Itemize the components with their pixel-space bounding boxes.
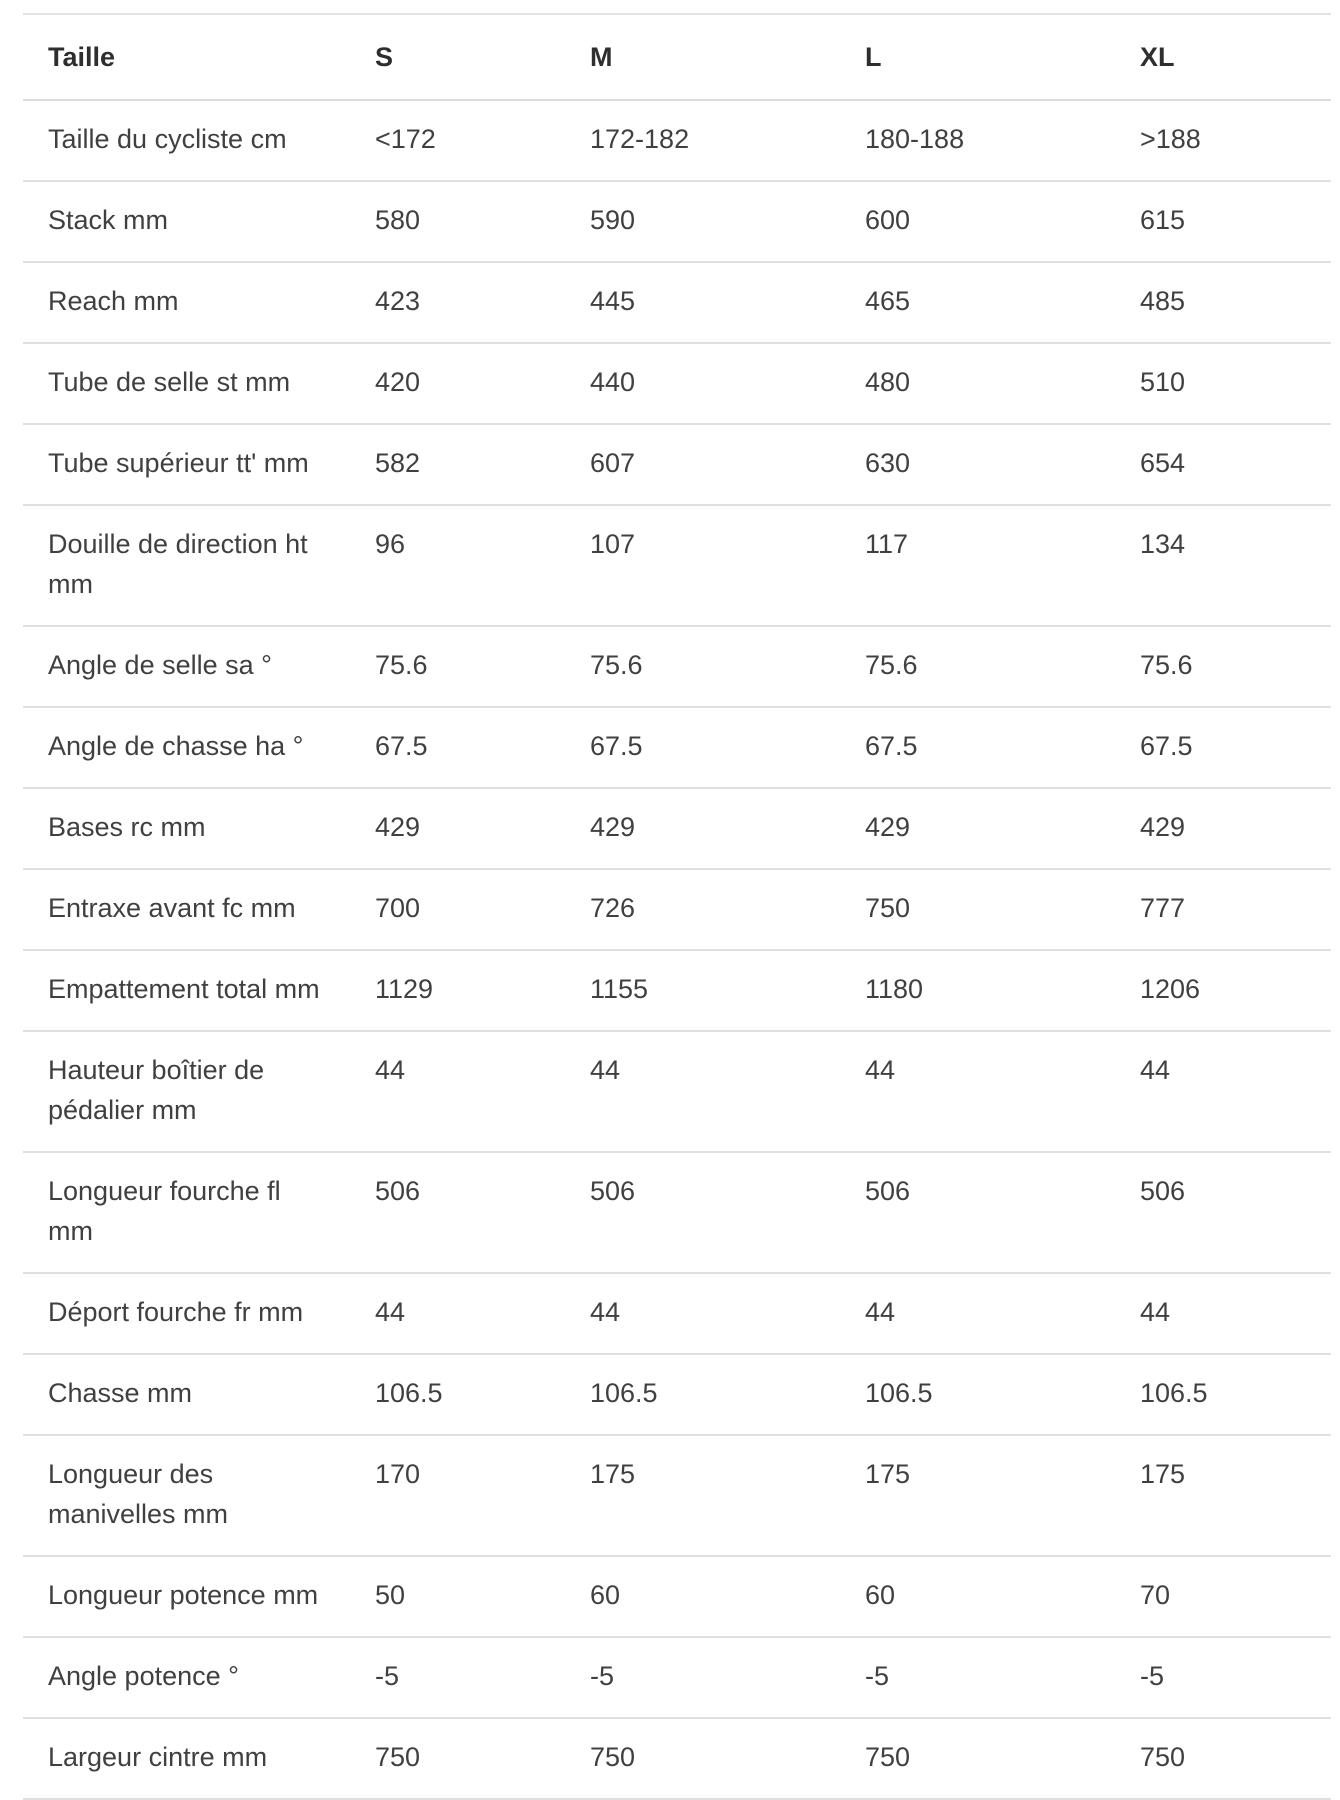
cell-m: 440	[590, 367, 636, 397]
table-row	[23, 181, 1331, 262]
cell-m: 175	[590, 1459, 636, 1489]
cell-l: 175	[865, 1459, 911, 1489]
cell-s: 580	[375, 205, 421, 235]
table-row	[23, 707, 1331, 788]
cell-l: 750	[865, 1742, 911, 1772]
cell-l: 44	[865, 1055, 896, 1085]
cell-m: 44	[590, 1297, 621, 1327]
geometry-table-container	[23, 13, 1331, 1800]
table-row	[23, 262, 1331, 343]
cell-s: 420	[375, 367, 421, 397]
header-cell-size-s: S	[375, 41, 394, 72]
cell-xl: 106.5	[1140, 1378, 1208, 1408]
cell-m: 506	[590, 1176, 636, 1206]
cell-l: 480	[865, 367, 911, 397]
cell-m: 429	[590, 812, 636, 842]
cell-m: 607	[590, 448, 636, 478]
header-cell-size-label: Taille	[48, 41, 116, 72]
cell-xl: 1206	[1140, 974, 1201, 1004]
cell-xl: 654	[1140, 448, 1186, 478]
cell-xl: 615	[1140, 205, 1186, 235]
cell-s: 67.5	[375, 731, 428, 761]
cell-xl: >188	[1140, 124, 1201, 154]
cell-m: 106.5	[590, 1378, 658, 1408]
row-label: Déport fourche fr mm	[48, 1297, 304, 1327]
table-row	[23, 1556, 1331, 1637]
table-row	[23, 1031, 1331, 1152]
row-label: Tube de selle st mm	[48, 367, 291, 397]
row-label: Angle de chasse ha °	[48, 731, 304, 761]
cell-m: 590	[590, 205, 636, 235]
cell-l: -5	[865, 1661, 890, 1691]
table-header-row	[23, 14, 1331, 100]
cell-s: 96	[375, 529, 406, 559]
cell-s: 170	[375, 1459, 421, 1489]
cell-m: -5	[590, 1661, 615, 1691]
row-label: Bases rc mm	[48, 812, 206, 842]
header-cell-size-l: L	[865, 41, 882, 72]
cell-s: 44	[375, 1055, 406, 1085]
cell-s: 700	[375, 893, 421, 923]
table-row	[23, 626, 1331, 707]
row-label: Longueur fourche fl mm	[48, 1176, 281, 1246]
table-row	[23, 1435, 1331, 1556]
row-label: Chasse mm	[48, 1378, 193, 1408]
cell-xl: 70	[1140, 1580, 1171, 1610]
cell-s: <172	[375, 124, 436, 154]
table-row	[23, 1273, 1331, 1354]
row-label: Longueur potence mm	[48, 1580, 319, 1610]
cell-m: 75.6	[590, 650, 643, 680]
header-cell-size-m: M	[590, 41, 613, 72]
row-label: Angle potence °	[48, 1661, 239, 1691]
cell-xl: 506	[1140, 1176, 1186, 1206]
row-label: Stack mm	[48, 205, 169, 235]
cell-m: 750	[590, 1742, 636, 1772]
cell-s: 750	[375, 1742, 421, 1772]
table-row	[23, 100, 1331, 181]
table-row	[23, 343, 1331, 424]
row-label: Reach mm	[48, 286, 179, 316]
row-label: Tube supérieur tt' mm	[48, 448, 309, 478]
table-row	[23, 505, 1331, 626]
table-row	[23, 1354, 1331, 1435]
cell-s: 1129	[375, 974, 434, 1004]
cell-m: 60	[590, 1580, 621, 1610]
cell-l: 60	[865, 1580, 896, 1610]
cell-s: 75.6	[375, 650, 428, 680]
cell-l: 750	[865, 893, 911, 923]
row-label: Douille de direction ht mm	[48, 529, 308, 599]
cell-xl: 67.5	[1140, 731, 1193, 761]
cell-s: 506	[375, 1176, 421, 1206]
row-label: Hauteur boîtier de pédalier mm	[48, 1055, 265, 1125]
table-row	[23, 950, 1331, 1031]
row-label: Empattement total mm	[48, 974, 320, 1004]
row-label: Taille du cycliste cm	[48, 124, 287, 154]
cell-xl: 134	[1140, 529, 1186, 559]
cell-xl: -5	[1140, 1661, 1165, 1691]
cell-l: 465	[865, 286, 911, 316]
cell-l: 630	[865, 448, 911, 478]
geometry-table	[23, 13, 1331, 1800]
cell-s: -5	[375, 1661, 400, 1691]
cell-xl: 175	[1140, 1459, 1186, 1489]
cell-l: 1180	[865, 974, 924, 1004]
cell-m: 1155	[590, 974, 649, 1004]
cell-s: 106.5	[375, 1378, 443, 1408]
cell-m: 44	[590, 1055, 621, 1085]
row-label: Largeur cintre mm	[48, 1742, 268, 1772]
cell-xl: 75.6	[1140, 650, 1193, 680]
cell-xl: 44	[1140, 1055, 1171, 1085]
table-row	[23, 424, 1331, 505]
cell-l: 506	[865, 1176, 911, 1206]
table-row	[23, 1718, 1331, 1799]
cell-l: 44	[865, 1297, 896, 1327]
row-label: Entraxe avant fc mm	[48, 893, 296, 923]
cell-l: 106.5	[865, 1378, 933, 1408]
cell-m: 172-182	[590, 124, 690, 154]
cell-s: 582	[375, 448, 421, 478]
cell-xl: 44	[1140, 1297, 1171, 1327]
cell-l: 429	[865, 812, 911, 842]
cell-xl: 777	[1140, 893, 1186, 923]
cell-s: 44	[375, 1297, 406, 1327]
header-cell-size-xl: XL	[1140, 41, 1175, 72]
cell-m: 726	[590, 893, 636, 923]
cell-l: 67.5	[865, 731, 918, 761]
cell-xl: 429	[1140, 812, 1186, 842]
cell-l: 75.6	[865, 650, 918, 680]
cell-s: 50	[375, 1580, 406, 1610]
cell-xl: 510	[1140, 367, 1186, 397]
cell-m: 107	[590, 529, 636, 559]
cell-l: 180-188	[865, 124, 965, 154]
row-label: Longueur des manivelles mm	[48, 1459, 229, 1529]
cell-s: 423	[375, 286, 421, 316]
table-row	[23, 1637, 1331, 1718]
cell-xl: 750	[1140, 1742, 1186, 1772]
cell-s: 429	[375, 812, 421, 842]
cell-xl: 485	[1140, 286, 1186, 316]
cell-m: 445	[590, 286, 636, 316]
cell-l: 117	[865, 529, 909, 559]
table-row	[23, 869, 1331, 950]
cell-l: 600	[865, 205, 911, 235]
row-label: Angle de selle sa °	[48, 650, 272, 680]
table-row	[23, 788, 1331, 869]
table-row	[23, 1152, 1331, 1273]
cell-m: 67.5	[590, 731, 643, 761]
